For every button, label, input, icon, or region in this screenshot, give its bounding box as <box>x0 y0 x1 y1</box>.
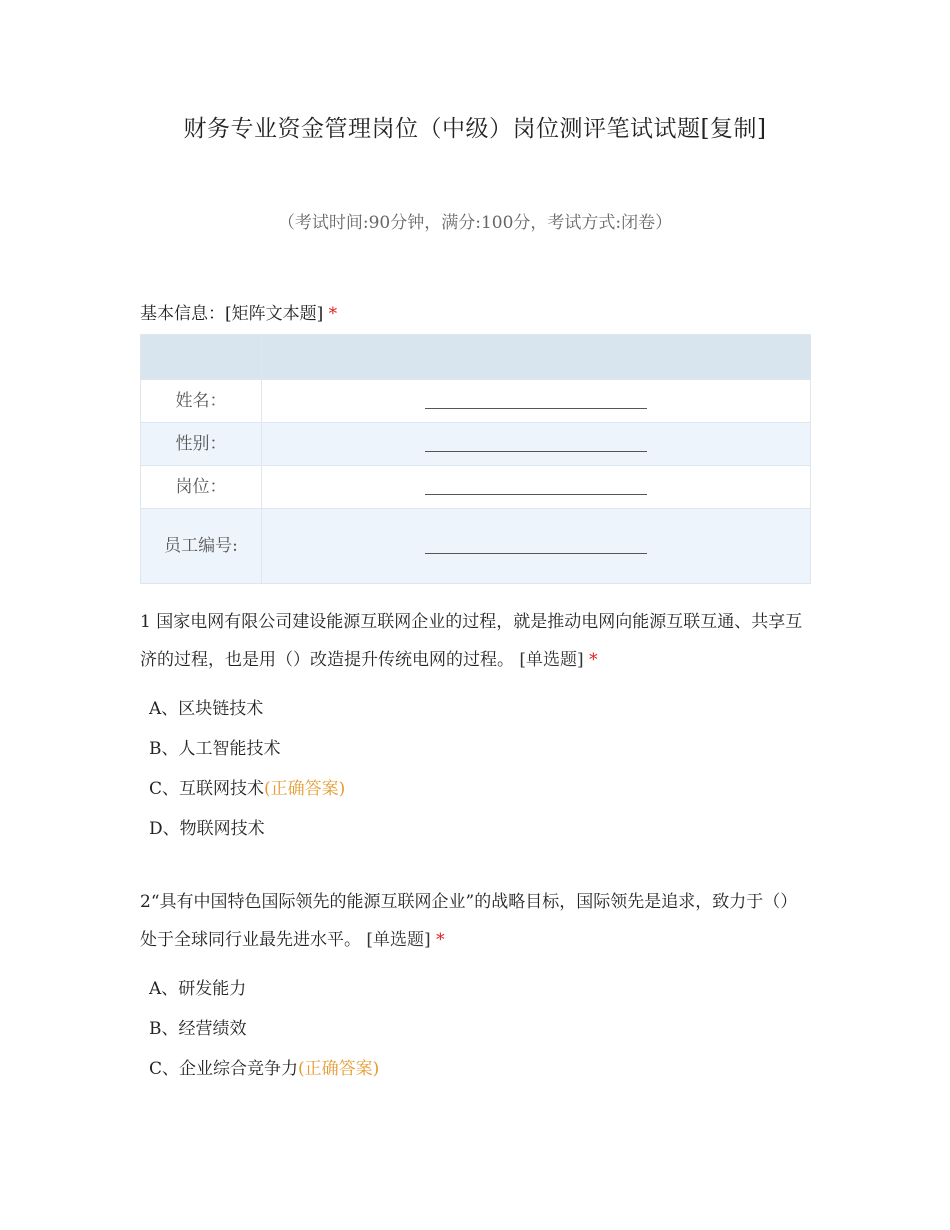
option-text: C、互联网技术 <box>149 779 265 799</box>
basic-info-matrix <box>140 334 811 584</box>
option-text: B、人工智能技术 <box>149 739 281 759</box>
row-label: 岗位： <box>141 466 262 509</box>
question-text: 1 国家电网有限公司建设能源互联网企业的过程，就是推动电网向能源互联互通、共享互济的过程，也是用（）改造提升传统电网的过程。 <box>140 612 803 670</box>
row-label-text: 员工编号: <box>164 536 238 556</box>
matrix-row-employee-id <box>141 509 811 584</box>
matrix-row-position <box>141 466 811 509</box>
required-mark: * <box>436 930 445 950</box>
name-input[interactable] <box>262 380 811 423</box>
basic-info-title: 基本信息：[矩阵文本题] <box>140 304 324 324</box>
position-input[interactable] <box>262 466 811 509</box>
option-a[interactable] <box>149 694 263 719</box>
option-text: A、研发能力 <box>149 979 247 999</box>
option-b[interactable] <box>149 734 281 759</box>
option-a[interactable] <box>149 974 246 999</box>
required-mark: * <box>328 304 338 324</box>
option-d[interactable] <box>149 814 265 839</box>
matrix-row-gender <box>141 423 811 466</box>
option-text: C、企业综合竞争力 <box>149 1059 299 1079</box>
blank-line <box>425 394 647 409</box>
option-text: D、物联网技术 <box>149 819 265 839</box>
blank-line <box>425 437 647 452</box>
option-text: A、区块链技术 <box>149 699 264 719</box>
required-mark: * <box>589 650 598 670</box>
option-text: B、经营绩效 <box>149 1019 247 1039</box>
question-2 <box>140 883 812 959</box>
matrix-row-name <box>141 380 811 423</box>
matrix-header-cell <box>141 335 262 380</box>
question-type: [单选题] <box>519 650 584 670</box>
question-1 <box>140 603 812 679</box>
basic-info-label <box>140 299 337 324</box>
correct-answer-mark: (正确答案) <box>264 779 346 799</box>
employee-id-input[interactable] <box>262 509 811 584</box>
question-type: [单选题] <box>366 930 431 950</box>
row-label: 姓名： <box>141 380 262 423</box>
option-b[interactable] <box>149 1014 247 1039</box>
matrix-header-row <box>141 335 811 380</box>
correct-answer-mark: (正确答案) <box>298 1059 380 1079</box>
question-text: 2“具有中国特色国际领先的能源互联网企业”的战略目标，国际领先是追求，致力于（）处于全球同行业最先进水平。 <box>140 892 798 950</box>
page-title: 财务专业资金管理岗位（中级）岗位测评笔试试题[复制] <box>183 116 767 142</box>
blank-line <box>425 480 647 495</box>
row-label <box>141 509 262 584</box>
blank-line <box>425 539 647 554</box>
exam-info: （考试时间:90分钟，满分:100分，考试方式:闭卷） <box>277 213 673 233</box>
option-c[interactable] <box>149 774 345 799</box>
option-c[interactable] <box>149 1054 379 1079</box>
gender-input[interactable] <box>262 423 811 466</box>
row-label: 性别： <box>141 423 262 466</box>
matrix-header-cell <box>262 335 811 380</box>
